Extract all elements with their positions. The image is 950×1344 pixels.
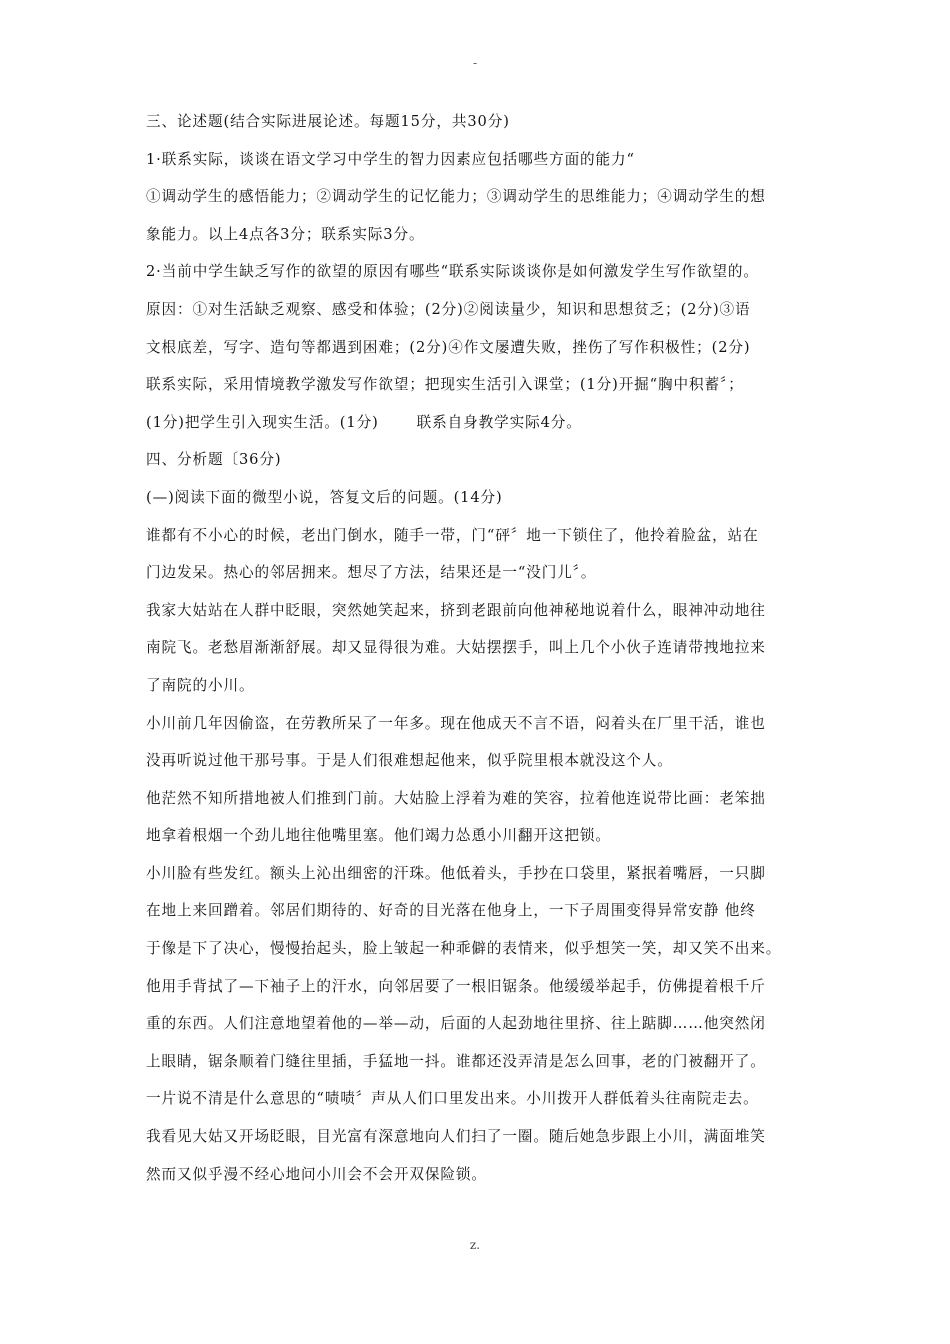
- answer-two-line-4: [146, 409, 814, 447]
- question-two: 2·当前中学生缺乏写作的欲望的原因有哪些“联系实际谈谈你是如何激发学生写作欲望的。: [146, 263, 759, 281]
- story-line-3: 我家大姑站在人群中眨眼，突然她笑起来，挤到老跟前向他神秘地说着什么，眼神冲动地往: [146, 601, 766, 619]
- subsection-one-heading: (—)阅读下面的微型小说，答复文后的问题。(14分): [146, 488, 503, 506]
- section-three-heading: 三、论述题(结合实际进展论述。每题15分，共30分): [146, 113, 510, 130]
- story-line-1: 谁都有不小心的时候，老出门倒水，随手一带，门“砰〞地一下锁住了，他拎着脸盆，站在: [146, 526, 759, 544]
- story-line-6: 小川前几年因偷盗，在劳教所呆了一年多。现在他成天不言不语，闷着头在厂里干活，谁也: [146, 714, 766, 732]
- story-line-9: 地拿着根烟一个劲儿地往他嘴里塞。他们竭力怂恿小川翻开这把锁。: [146, 827, 611, 845]
- section-four-heading: 四、分析题〔36分): [146, 451, 282, 469]
- story-line-15: 上眼睛，锯条顺着门缝往里插，手猛地一抖。谁都还没弄清是怎么回事，老的门被翻开了。: [146, 1052, 766, 1070]
- story-line-11: 在地上来回蹭着。邻居们期待的、好奇的目光落在他身上，一下子周围变得异常安静 他终: [146, 902, 756, 920]
- document-body: [146, 108, 814, 1198]
- question-one: 1·联系实际，谈谈在语文学习中学生的智力因素应包括哪些方面的能力“: [146, 150, 635, 168]
- answer-two-line-4-part-2: 联系自身教学实际4分。: [416, 413, 582, 431]
- story-line-8: 他茫然不知所措地被人们推到门前。大姑脸上浮着为难的笑容，拉着他连说带比画：老笨拙: [146, 789, 766, 807]
- story-line-13: 他用手背拭了—下袖子上的汗水，向邻居要了一根旧锯条。他缓缓举起手，仿佛提着根千斤: [146, 977, 766, 995]
- story-line-2: 门边发呆。热心的邻居拥来。想尽了方法，结果还是一“没门儿〞。: [146, 564, 597, 582]
- answer-one-line-2: 象能力。以上4点各3分；联系实际3分。: [146, 225, 425, 243]
- answer-one-line-1: ①调动学生的感悟能力；②调动学生的记忆能力；③调动学生的思维能力；④调动学生的想: [146, 188, 766, 206]
- answer-two-line-1: 原因：①对生活缺乏观察、感受和体验；(2分)②阅读量少，知识和思想贫乏；(2分)③语: [146, 300, 751, 318]
- story-line-7: 没再听说过他干那号事。于是人们很难想起他来，似乎院里根本就没这个人。: [146, 752, 673, 770]
- story-line-17: 我看见大姑又开场眨眼，目光富有深意地向人们扫了一圈。随后她急步跟上小川，满面堆笑: [146, 1128, 766, 1146]
- page-footer-mark: z.: [469, 1238, 481, 1252]
- story-line-4: 南院飞。老愁眉渐渐舒展。却又显得很为难。大姑摆摆手，叫上几个小伙子连请带拽地拉来: [146, 639, 766, 657]
- page-header-mark: -: [472, 56, 478, 70]
- story-line-10: 小川脸有些发红。额头上沁出细密的汗珠。他低着头，手抄在口袋里，紧抿着嘴唇，一只脚: [146, 864, 766, 882]
- story-line-16: 一片说不清是什么意思的“啧啧〞声从人们口里发出来。小川拨开人群低着头往南院走去。: [146, 1090, 759, 1108]
- answer-two-line-4-part-1: (1分)把学生引入现实生活。(1分): [146, 413, 379, 431]
- story-line-5: 了南院的小川。: [146, 676, 255, 694]
- answer-two-line-3: 联系实际，采用情境教学激发写作欲望；把现实生活引入课堂；(1分)开掘“胸中积蓄〞；: [146, 376, 744, 394]
- answer-two-line-2: 文根底差，写字、造句等都遇到困难；(2分)④作文屡遭失败，挫伤了写作积极性；(2分): [146, 338, 751, 356]
- story-line-18: 然而又似乎漫不经心地问小川会不会开双保险锁。: [146, 1165, 487, 1183]
- story-line-12: 于像是下了决心，慢慢抬起头，脸上皱起一种乖僻的表情来，似乎想笑一笑，却又笑不出来。: [146, 940, 782, 958]
- story-line-14: 重的东西。人们注意地望着他的—举—动，后面的人起劲地往里挤、往上踮脚……他突然闭: [146, 1015, 766, 1033]
